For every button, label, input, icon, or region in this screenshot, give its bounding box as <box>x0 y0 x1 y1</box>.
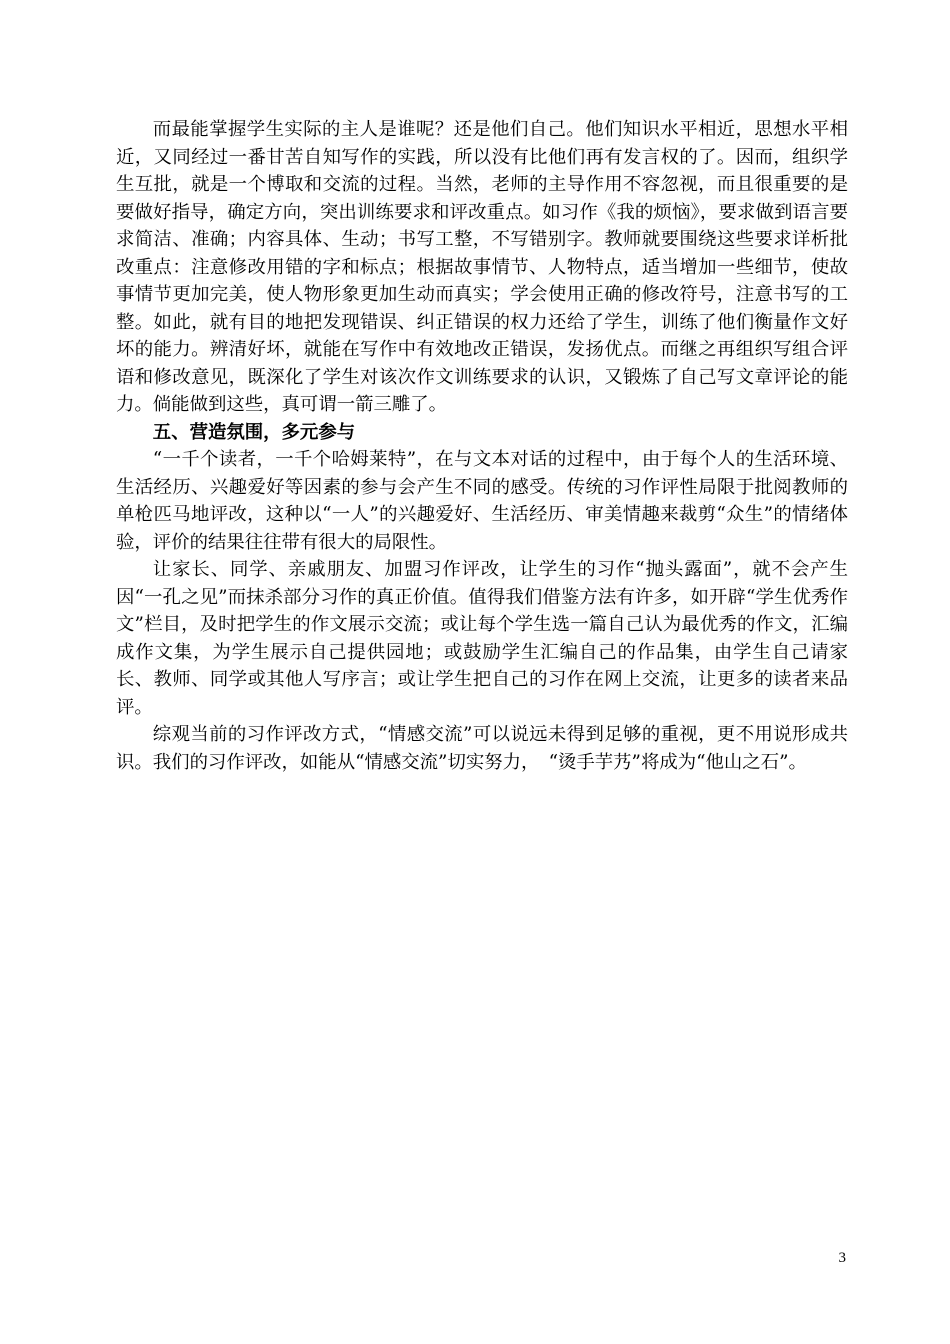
paragraph-conclusion: 综观当前的习作评改方式，“情感交流”可以说远未得到足够的重视，更不用说形成共识。我们的习作评改，如能从“情感交流”切实努力， “烫手芋艿”将成为“他山之石”。 <box>116 724 848 773</box>
document-page <box>116 116 848 776</box>
paragraph-thousand-readers: “一千个读者，一千个哈姆莱特”，在与文本对话的过程中，由于每个人的生活环境、生活经历、兴趣爱好等因素的参与会产生不同的感受。传统的习作评性局限于批阅教师的单枪匹马地评改，这种以“一人”的兴趣爱好、生活经历、审美情趣来裁剪“众生”的情绪体验，评价的结果往往带有很大的局限性。 <box>116 449 848 553</box>
page-number: 3 <box>838 1250 846 1266</box>
paragraph-parent-participation: 让家长、同学、亲戚朋友、加盟习作评改，让学生的习作“抛头露面”，就不会产生因“一孔之见”而抹杀部分习作的真正价值。值得我们借鉴方法有许多，如开辟“学生优秀作文”栏目，及时把学生的作文展示交流；或让每个学生选一篇自己认为最优秀的作文，汇编成作文集，为学生展示自己提供园地；或鼓励学生汇编自己的作品集，由学生自己请家长、教师、同学或其他人写序言；或让学生把自己的习作在网上交流，让更多的读者来品评。 <box>116 559 848 718</box>
section-heading: 五、营造氛围，多元参与 <box>152 421 356 443</box>
paragraph-peer-review: 而最能掌握学生实际的主人是谁呢？还是他们自己。他们知识水平相近，思想水平相近，又同经过一番甘苦自知写作的实践，所以没有比他们再有发言权的了。因而，组织学生互批，就是一个博取和交流的过程。当然，老师的主导作用不容忽视，而且很重要的是要做好指导，确定方向，突出训练要求和评改重点。如习作《我的烦恼》，要求做到语言要求简洁、准确；内容具体、生动；书写工整，不写错别字。教师就要围绕这些要求详析批改重点：注意修改用错的字和标点；根据故事情节、人物特点，适当增加一些细节，使故事情节更加完美，使人物形象更加生动而真实；学会使用正确的修改符号，注意书写的工整。如此，就有目的地把发现错误、纠正错误的权力还给了学生，训练了他们衡量作文好坏的能力。辨清好坏，就能在写作中有效地改正错误，发扬优点。而继之再组织写组合评语和修改意见，既深化了学生对该次作文训练要求的认识，又锻炼了自己写文章评论的能力。倘能做到这些，真可谓一箭三雕了。 <box>116 119 848 415</box>
